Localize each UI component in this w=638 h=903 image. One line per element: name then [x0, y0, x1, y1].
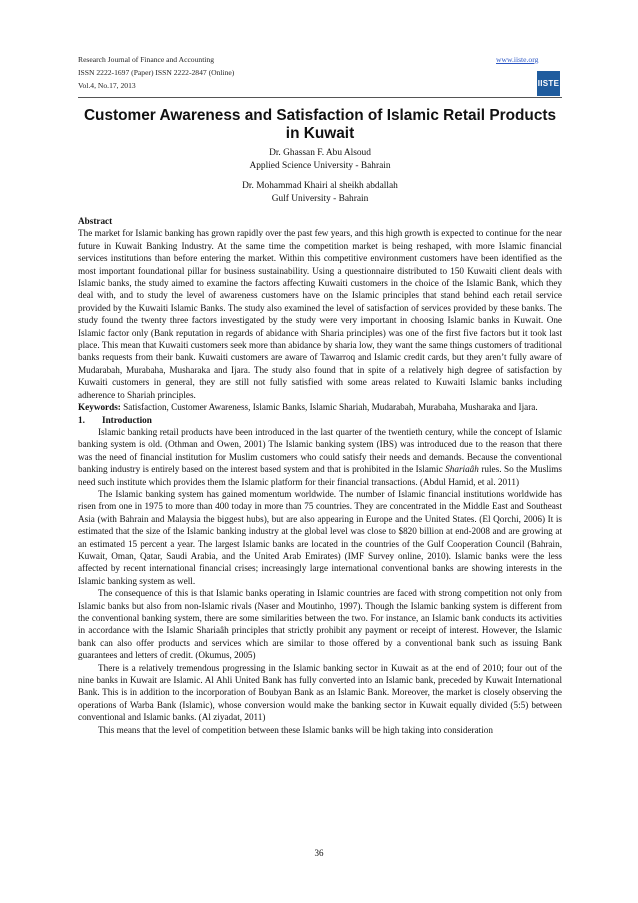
author-2-affiliation: Gulf University - Bahrain [271, 194, 369, 204]
journal-name: Research Journal of Finance and Accounting [78, 55, 215, 64]
page-number: 36 [314, 848, 324, 858]
journal-url-link[interactable]: www.iiste.org [496, 55, 539, 64]
intro-paragraph-2: The Islamic banking system has gained momentum worldwide. The number of Islamic financial institutions worldwide has risen from one in 1975 to more than 400 today in more than 75 countries. They are concentrated in the Middle East and Southeast Asia (with Bahrain and Malaysia the biggest hubs), but are also appearing in Europe and the United States. (El Qorchi, 2006) It is estimated that the size of the Islamic banking industry at the global level was close to $820 billion at end-2008 and are growing at an estimated 15 percent a year. The largest Islamic banks are located in the countries of the Gulf Cooperation Council (Bahrain, Kuwait, Oman, Qatar, Saudi Arabia, and the United Arab Emirates) (IMF Survey online, 2010). Islamic banks were the less affected by recent international financial crises; increasingly large international conventional banks are showing interests in the Islamic banking system as well. [78, 488, 562, 586]
abstract-text: The market for Islamic banking has grown rapidly over the past few years, and this high growth is expected to continue for the near future in Kuwait Banking Industry. At the same time the competition market is being reshaped, with more Islamic financial services institutions than before entering the market. Within this competitive environment customers have been identified as the most important foundational pillar for business sustainability. Using a questionnaire distributed to 150 Kuwaiti client deals with Islamic banks, the study aimed to examine the factors affecting Kuwaiti customers in the choice of the Islamic Bank, which they deal with, and to study the level of awareness customers have on the Islamic principles that stand behind each retail service provided by the Kuwaiti Islamic Banks. The study also examined the level of satisfaction of services provided by these banks. The study found the twenty three factors investigated by the study were very important in choosing Islamic banks in Kuwait. One Islamic factor only (Bank reputation in regards of abidance with Sharia principles) was one of the first five factors but it took last place. This mean that Kuwaiti customers seek more than abidance by sharia low, they want the same things customers of traditional banks requests from their bank. Kuwaiti customers are aware of Tawarroq and Islamic credit cards, but they aren’t fully aware of Mudarabah, Murabaha, Musharaka and Ijara. The study also found that in spite of a relatively high degree of satisfaction by Kuwaiti customers in general, they are still not fully satisfied with some areas related to Kuwaiti Islamic banks including adherence to Shariah principles. [78, 228, 562, 400]
keywords-line [78, 401, 562, 413]
author-1-name: Dr. Ghassan F. Abu Alsoud [269, 148, 371, 158]
intro-paragraph-5: This means that the level of competition between these Islamic banks will be high taking into consideration [98, 724, 493, 735]
author-1-affiliation: Applied Science University - Bahrain [249, 161, 391, 171]
intro-paragraph-4: There is a relatively tremendous progressing in the Islamic banking sector in Kuwait as at the end of 2010; four out of the nine banks in Kuwait are Islamic. Al Ahli United Bank has fully converted into an Islamic bank, preceded by Kuwait International Bank. This is in addition to the incorporation of Boubyan Bank as an Islamic Bank. Moreover, the market is closely observing the operations of Warba Bank (Islamic), whose conversion would make the banking sector in Kuwait equally divided (5:5) between conventional and Islamic banks. (Al ziyadat, 2011) [78, 662, 562, 723]
section-title: Introduction [102, 414, 152, 425]
intro-paragraph-3: The consequence of this is that Islamic banks operating in Islamic countries are faced with strong competition not only from Islamic banks but also from non-Islamic rivals (Naser and Moutinho, 1997). Though the Islamic banking system is different from the conventional banking system, there are some similarities between the two. For instance, an Islamic bank conducts its activities in accordance with the Islamic Shariaâh principles that strictly prohibit any payment or receipt of interest. However, the Islamic bank can also offer products and services which are similar to those offered by a conventional bank such as issuing Bank guarantees and letters of credit. (Okumus, 2005) [78, 588, 562, 661]
intro-p1-text-a: Islamic banking retail products have been introduced in the last quarter of the twentieth century, while the concept of Islamic banking system is old. (Othman and Owen, 2001) The Islamic banking system (IBS) was introduced due to the reason that there was the need of financial institution for Muslim customers who could satisfy their needs and demands. Because the conventional banking industry is entirely based on the interest based system and that is prohibited in the Islamic [78, 426, 562, 475]
section-number: 1. [78, 414, 85, 425]
journal-issn: ISSN 2222-1697 (Paper) ISSN 2222-2847 (Online) [78, 68, 235, 77]
paper-title: Customer Awareness and Satisfaction of Islamic Retail Products in Kuwait [83, 107, 557, 142]
intro-p1-italic-term: Shariaâh [445, 464, 479, 475]
header-divider [78, 97, 562, 98]
abstract-heading: Abstract [78, 216, 113, 226]
intro-p1-text-b: rules. So the Muslims need such institute which provides them the Islamic platform for their financial transactions. (Abdul Hamid, et al. 2011) [78, 464, 563, 487]
author-2-name: Dr. Mohammad Khairi al sheikh abdallah [242, 181, 398, 191]
journal-volume: Vol.4, No.17, 2013 [78, 81, 136, 90]
paper-body [78, 215, 562, 736]
keywords-text: Satisfaction, Customer Awareness, Islamic Banks, Islamic Shariah, Mudarabah, Murabaha, Musharaka and Ijara. [120, 402, 538, 413]
section-heading [78, 414, 562, 426]
intro-paragraph-1 [78, 426, 562, 488]
keywords-label: Keywords: [78, 402, 121, 413]
iiste-logo: IISTE [537, 71, 560, 96]
